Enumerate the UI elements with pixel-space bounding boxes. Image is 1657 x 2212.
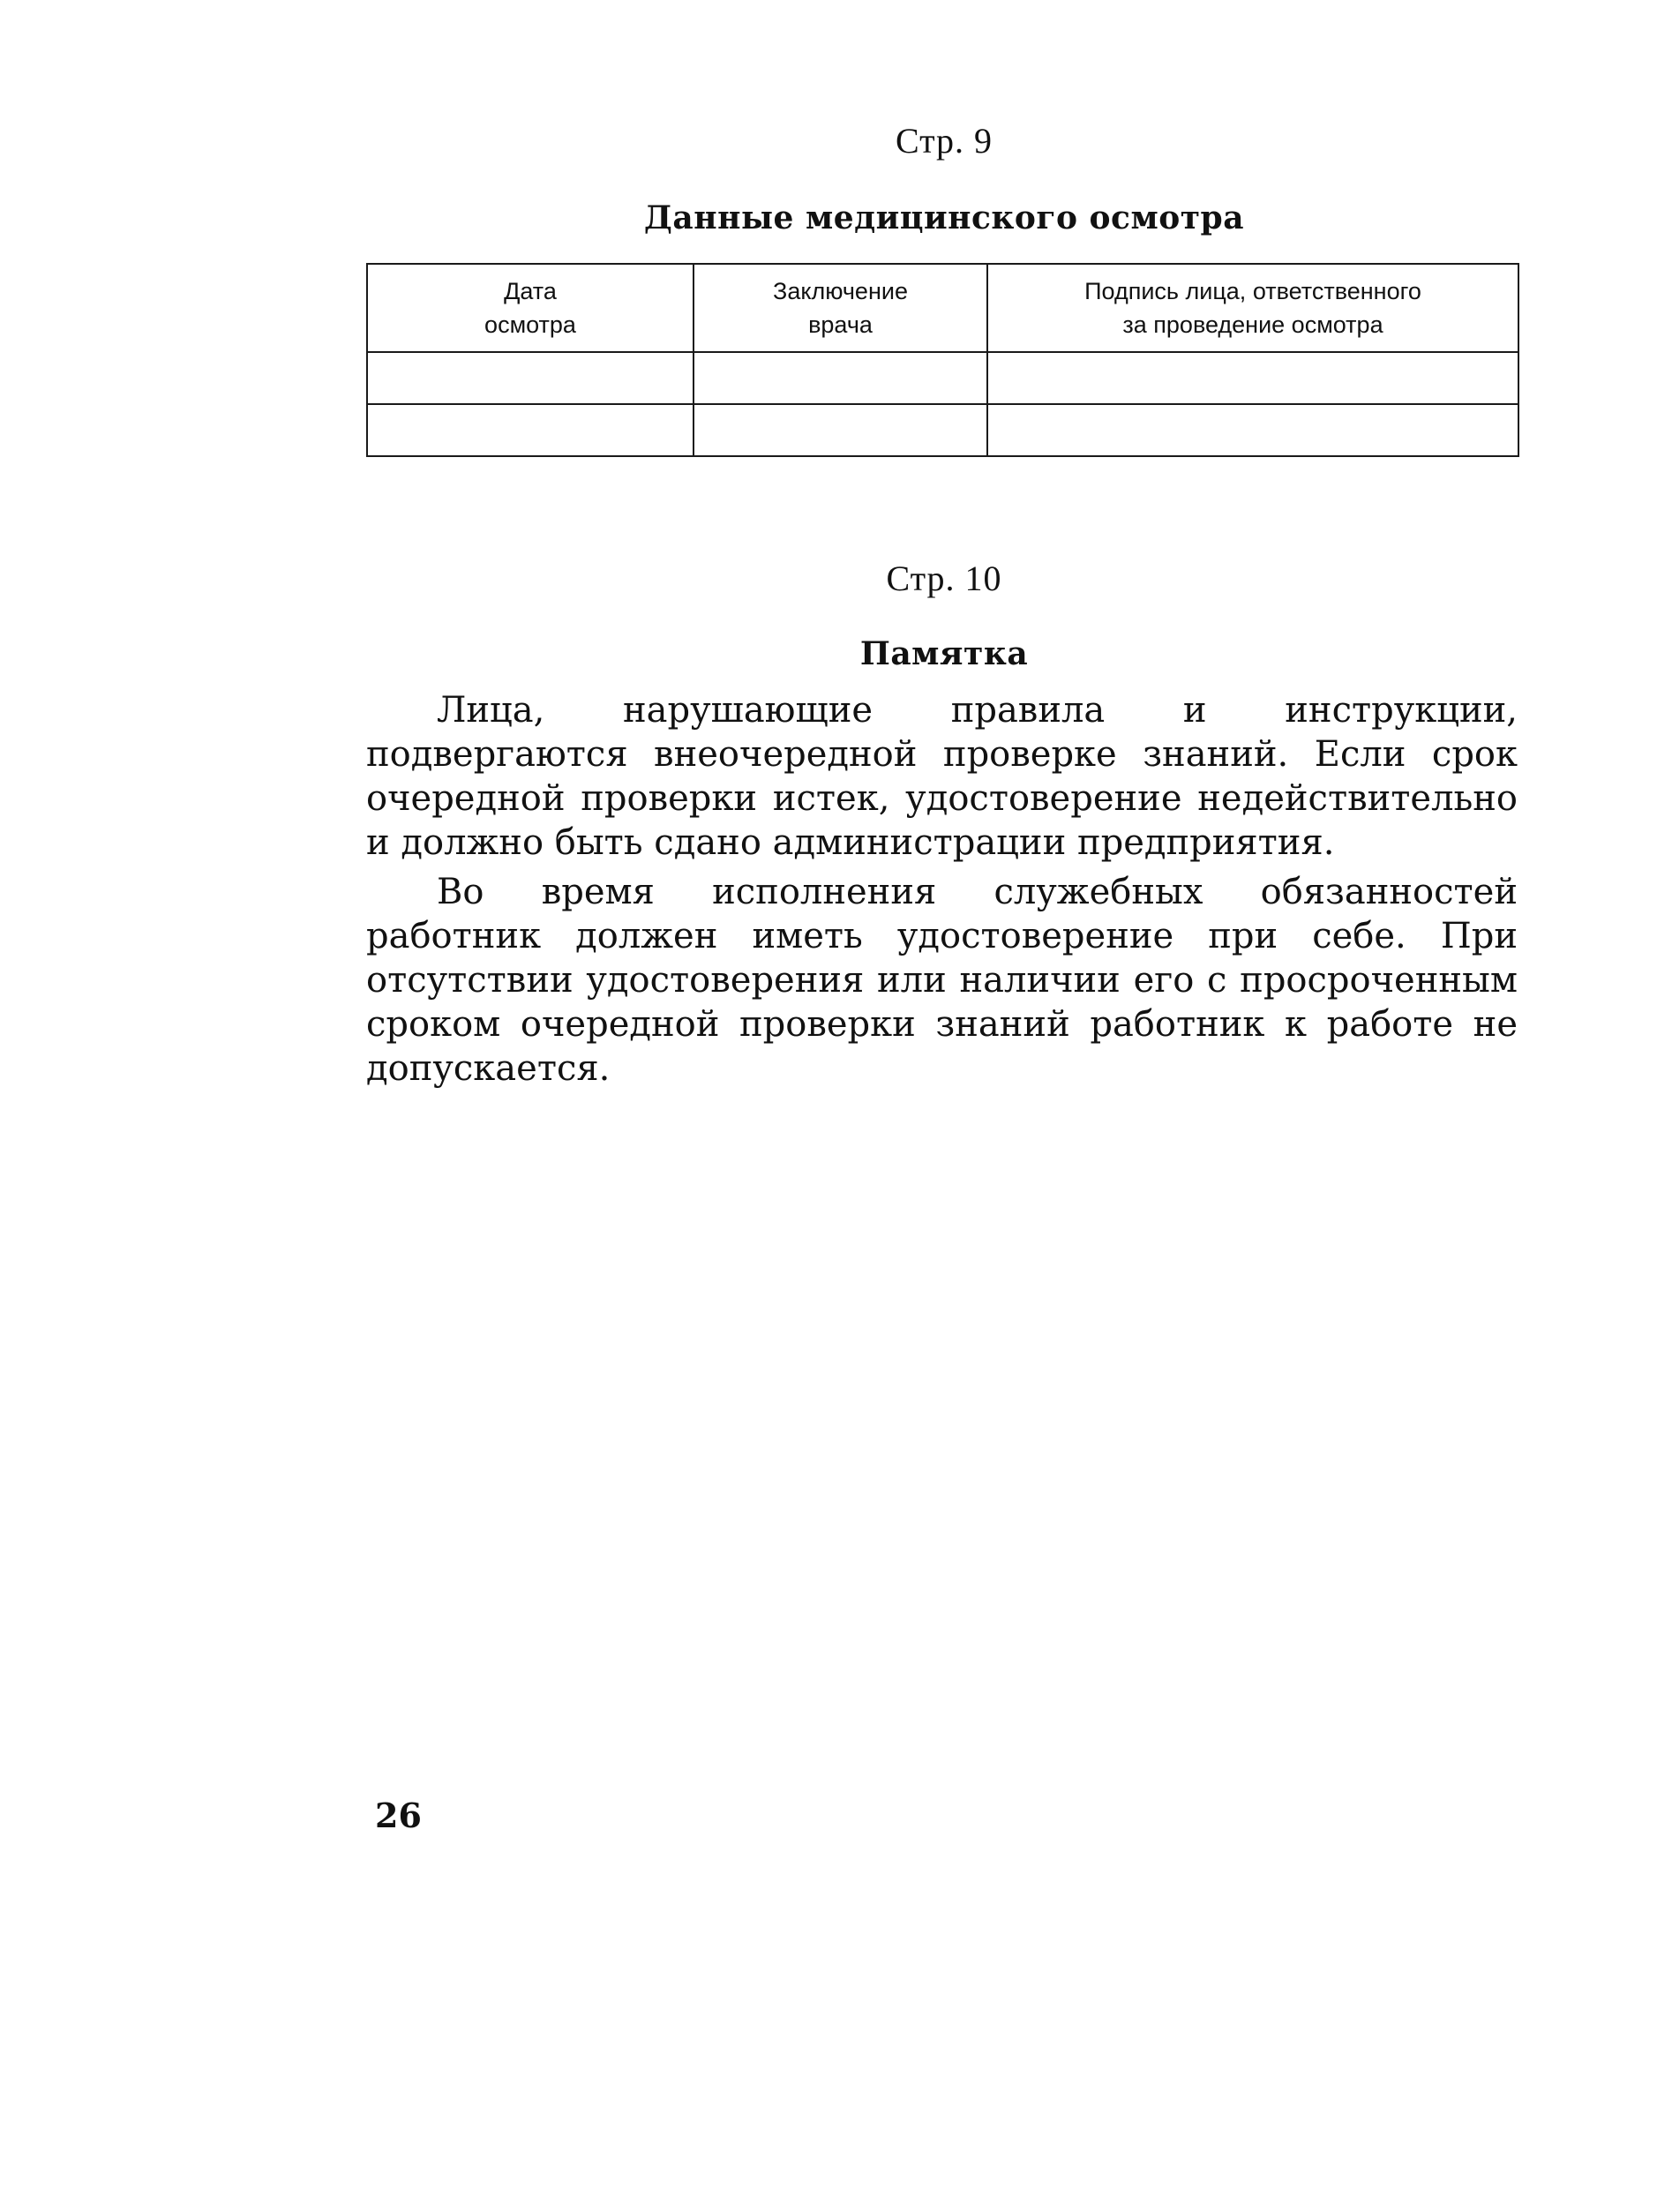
- table-cell: [987, 404, 1518, 456]
- table-row: [367, 352, 1518, 404]
- memo-body: [366, 688, 1518, 1091]
- table-cell: [987, 352, 1518, 404]
- medical-exam-title: Данные медицинского осмотра: [643, 199, 1245, 236]
- table-row: [367, 404, 1518, 456]
- table-cell: [367, 404, 694, 456]
- header-responsible-signature: Подпись лица, ответственного за проведение осмотра: [987, 264, 1518, 352]
- table-cell: [694, 404, 987, 456]
- header-doctor-conclusion: Заключение врача: [694, 264, 987, 352]
- header-exam-date: Дата осмотра: [367, 264, 694, 352]
- memo-paragraph: Лица, нарушающие правила и инструкции, подвергаются внеочередной проверке знаний. Если срок очередной проверки истек, удостоверение недействительно и должно быть сдано администрации предприятия.: [366, 690, 1518, 863]
- page-number: 26: [375, 1796, 422, 1835]
- table-header-row: [367, 264, 1518, 352]
- table-cell: [367, 352, 694, 404]
- page-label-10: Стр. 10: [886, 559, 1002, 598]
- page-label-9: Стр. 9: [895, 121, 993, 161]
- memo-paragraph: Во время исполнения служебных обязанностей работник должен иметь удостоверение при себе. При отсутствии удостоверения или наличии его с просроченным сроком очередной проверки знаний работник к работе не допускается.: [366, 872, 1518, 1089]
- memo-title: Памятка: [859, 635, 1029, 672]
- medical-exam-table: [366, 263, 1519, 457]
- table-cell: [694, 352, 987, 404]
